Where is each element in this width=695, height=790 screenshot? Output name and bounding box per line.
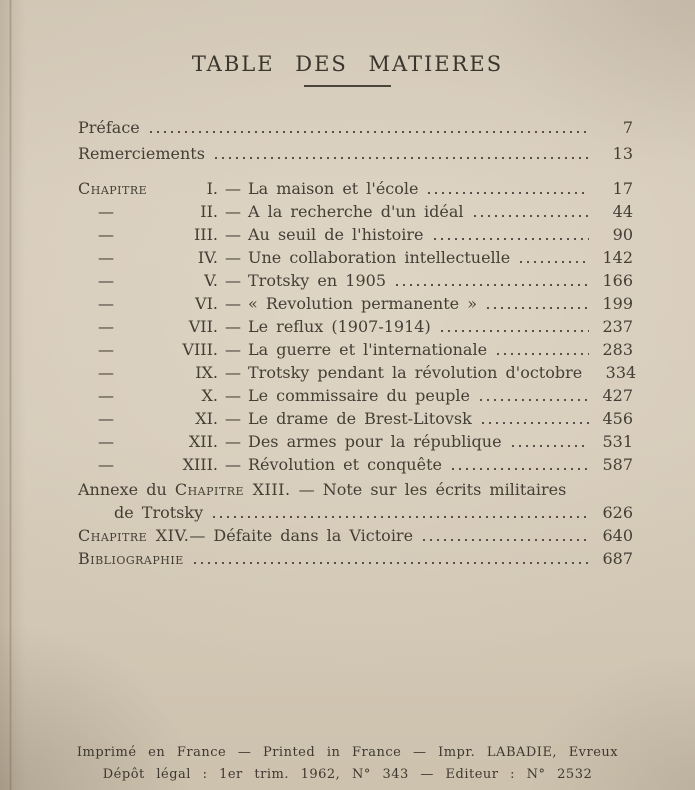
entry-page-number: 17 xyxy=(612,179,633,198)
chapter-numeral: XI. xyxy=(195,409,218,428)
dot-leader xyxy=(487,307,589,309)
entry-page-number: 640 xyxy=(602,526,633,545)
printer-imprint xyxy=(0,742,695,785)
dot-leader xyxy=(474,215,589,217)
chapter-prefix: — xyxy=(98,225,114,244)
entry-label: Le commissaire du peuple xyxy=(248,386,470,405)
dash-separator: — xyxy=(225,179,241,198)
chapter-prefix: — xyxy=(98,294,114,313)
chapter-prefix: Chapitre xyxy=(78,179,148,198)
entry-page-number: 626 xyxy=(602,503,633,522)
toc-front xyxy=(78,115,633,167)
toc-entry xyxy=(78,361,637,384)
entry-page-number: 587 xyxy=(602,455,633,474)
annexe-rest-text: — Note sur les écrits militaires xyxy=(290,480,567,499)
toc-entry xyxy=(78,338,633,361)
toc-entry xyxy=(78,269,633,292)
chapter-prefix: — xyxy=(98,317,114,336)
entry-label: de Trotsky xyxy=(114,503,204,522)
chapter-prefix: — xyxy=(98,271,114,290)
entry-page-number: 13 xyxy=(612,144,633,163)
entry-page-number: 7 xyxy=(622,118,633,137)
toc-entry xyxy=(78,453,633,476)
dash-separator: — xyxy=(225,340,241,359)
title-underline xyxy=(304,85,391,87)
toc-entry xyxy=(78,141,633,167)
entry-label: La maison et l'école xyxy=(248,179,419,198)
dot-leader xyxy=(215,157,589,159)
entry-page-number: 90 xyxy=(612,225,633,244)
dot-leader xyxy=(520,261,589,263)
entry-label: Révolution et conquête xyxy=(248,455,442,474)
chapter-prefix: — xyxy=(98,432,114,451)
entry-label-rest: — Défaite dans la Victoire xyxy=(189,526,414,545)
chapter-prefix: — xyxy=(98,340,114,359)
chapter-prefix: — xyxy=(98,409,114,428)
toc-entry xyxy=(78,315,633,338)
dot-leader xyxy=(428,192,589,194)
entry-label: Remerciements xyxy=(78,144,205,163)
dash-separator: — xyxy=(225,363,241,382)
dot-leader xyxy=(497,353,589,355)
entry-label: Le drame de Brest-Litovsk xyxy=(248,409,472,428)
entry-page-number: 427 xyxy=(602,386,633,405)
entry-label: Le reflux (1907-1914) xyxy=(248,317,431,336)
toc-entry-chapter-xiv xyxy=(78,524,633,547)
entry-label: Une collaboration intellectuelle xyxy=(248,248,511,267)
chapter-numeral: VIII. xyxy=(182,340,218,359)
dot-leader xyxy=(480,399,589,401)
toc-entry xyxy=(78,407,633,430)
dot-leader xyxy=(150,131,589,133)
entry-page-number: 166 xyxy=(602,271,633,290)
imprint-line1: Imprimé en France — Printed in France — Impr. LABADIE, Evreux xyxy=(76,745,619,760)
annexe-line2 xyxy=(78,501,633,524)
dash-separator: — xyxy=(225,271,241,290)
dash-separator: — xyxy=(225,225,241,244)
dash-separator: — xyxy=(225,294,241,313)
entry-page-number: 531 xyxy=(602,432,633,451)
dot-leader xyxy=(482,422,589,424)
dot-leader xyxy=(194,562,589,564)
dot-leader xyxy=(512,445,589,447)
entry-label: La guerre et l'internationale xyxy=(248,340,488,359)
entry-label: Au seuil de l'histoire xyxy=(248,225,424,244)
chapter-numeral: I. xyxy=(206,179,218,198)
chapter-prefix: — xyxy=(98,455,114,474)
toc-entry xyxy=(78,200,633,223)
chapter-prefix: — xyxy=(98,363,114,382)
dash-separator: — xyxy=(225,202,241,221)
dot-leader xyxy=(423,539,589,541)
table-of-contents xyxy=(0,115,695,570)
dash-separator: — xyxy=(225,432,241,451)
entry-page-number: 237 xyxy=(602,317,633,336)
dash-separator: — xyxy=(225,409,241,428)
annexe-chapter-ref: Chapitre XIII. xyxy=(174,480,291,499)
chapter-numeral: IV. xyxy=(197,248,218,267)
entry-label: Préface xyxy=(78,118,140,137)
chapter-numeral: VI. xyxy=(195,294,218,313)
toc-tail xyxy=(78,478,633,570)
entry-page-number: 142 xyxy=(602,248,633,267)
chapter-prefix: — xyxy=(98,248,114,267)
chapter-numeral: IX. xyxy=(195,363,218,382)
toc-entry xyxy=(78,430,633,453)
toc-entry xyxy=(78,292,633,315)
entry-page-number: 199 xyxy=(602,294,633,313)
entry-label: Trotsky en 1905 xyxy=(248,271,386,290)
entry-label: Bibliographie xyxy=(78,549,184,568)
entry-label: Des armes pour la république xyxy=(248,432,502,451)
toc-chapters xyxy=(78,177,637,476)
annexe-line1 xyxy=(78,478,633,501)
toc-entry xyxy=(78,246,633,269)
dot-leader xyxy=(434,238,590,240)
entry-page-number: 456 xyxy=(602,409,633,428)
toc-entry xyxy=(78,115,633,141)
chapter-prefix: — xyxy=(98,386,114,405)
dash-separator: — xyxy=(225,317,241,336)
entry-label: Trotsky pendant la révolution d'octobre xyxy=(248,363,583,382)
entry-page-number: 687 xyxy=(602,549,633,568)
page-title: TABLE DES MATIERES xyxy=(191,52,504,76)
chapter-prefix: — xyxy=(98,202,114,221)
chapter-numeral: III. xyxy=(193,225,218,244)
chapter-numeral: VII. xyxy=(188,317,218,336)
dash-separator: — xyxy=(225,248,241,267)
chapter-numeral: V. xyxy=(204,271,218,290)
chapter-numeral: II. xyxy=(200,202,218,221)
entry-page-number: 44 xyxy=(612,202,633,221)
toc-entry xyxy=(78,177,633,200)
annexe-pre-text: Annexe du xyxy=(78,480,175,499)
dot-leader xyxy=(452,468,589,470)
entry-page-number: 334 xyxy=(605,363,637,382)
entry-label: A la recherche d'un idéal xyxy=(248,202,464,221)
dot-leader xyxy=(213,516,589,518)
chapter-numeral: X. xyxy=(201,386,218,405)
imprint-line2: Dépôt légal : 1er trim. 1962, N° 343 — Editeur : N° 2532 xyxy=(102,766,593,782)
toc-entry xyxy=(78,384,633,407)
dot-leader xyxy=(396,284,589,286)
dot-leader xyxy=(441,330,589,332)
dash-separator: — xyxy=(225,455,241,474)
chapter-numeral: XIII. xyxy=(182,455,218,474)
entry-label: Chapitre XIV. xyxy=(78,526,190,545)
toc-entry-bibliography xyxy=(78,547,633,570)
dash-separator: — xyxy=(225,386,241,405)
chapter-numeral: XII. xyxy=(188,432,218,451)
toc-entry xyxy=(78,223,633,246)
entry-page-number: 283 xyxy=(602,340,633,359)
entry-label: « Revolution permanente » xyxy=(248,294,477,313)
